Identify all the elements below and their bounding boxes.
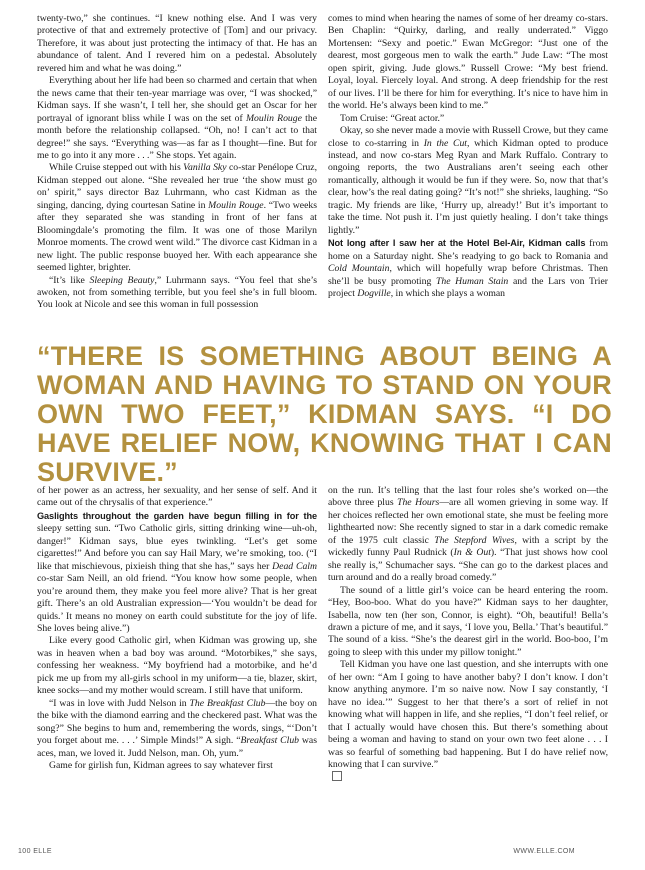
- section-lead-paragraph: Not long after I saw her at the Hotel Bel-Air, Kidman calls from home on a Saturday night. She’s readying to go back to Romania and Cold Mountain, which will hopefully wrap before Christmas. Then she’ll be busy promoting The Human Stain and the Lars von Trier project Dogville, in which she plays a woman: [328, 238, 608, 299]
- page-folio: 100 ELLE: [18, 848, 52, 855]
- paragraph: of her power as an actress, her sexuality, and her sense of self. And it came out of the chrysalis of that experience.”: [37, 485, 317, 509]
- pull-quote: “THERE IS SOMETHING ABOUT BEING A WOMAN AND HAVING TO STAND ON YOUR OWN TWO FEET,” KIDMAN SAYS. “I DO HAVE RELIEF NOW, KNOWING THAT I CAN SURVIVE.”: [37, 341, 612, 487]
- paragraph: Everything about her life had been so charmed and certain that when the news came that their ten-year marriage was over, “I was shocked,” Kidman says. If she wasn’t, I tell her, she should get an Oscar for her portrayal of ignorant bliss while I was on the set of Moulin Rouge the month before the relationship collapsed. “Oh, no! I can’t act to that degree!” she says. “Everything was—as far as I thought—fine. But for me to go into it any more . . .” She stops. Yet again.: [37, 75, 317, 161]
- section-lead-paragraph: Gaslights throughout the garden have begun filling in for the sleepy setting sun. “Two Catholic girls, sitting drinking wine—uh-oh, danger!” Kidman says, blue eyes twinkling. “Let’s get some cigarettes!” And before you can say Hail Mary, we’re smoking, too. (“I like that mischievous, pixieish thing that she has,” says her Dead Calm co-star Sam Neill, an old friend. “You know how some people, when you’re around them, they make you feel more alive? That is her great gift. There’s an old Australian expression—‘You wouldn’t be dead for quids.’ It means no money on earth could substitute for the joy of life. She loves being alive.”): [37, 510, 317, 634]
- paragraph: on the run. It’s telling that the last four roles she’s worked on—the above three plus The Hours—are all women grieving in some way. If her choices reflected her own emotional state, she must be feeling more lighthearted now: She recently signed to star in a dark comedic remake of the 1975 cult classic The Stepford Wives, with a script by the wickedly funny Paul Rudnick (In & Out). “That just shows how cool she really is,” Schumacher says. “She can go to the darkest places and turn around and do a really broad comedy.”: [328, 485, 608, 584]
- article-column-bottom-right: [328, 485, 608, 837]
- paragraph: Game for girlish fun, Kidman agrees to say whatever first: [49, 759, 273, 771]
- paragraph: Tom Cruise: “Great actor.”: [340, 112, 445, 124]
- article-column-top-right: [328, 13, 608, 345]
- paragraph: Okay, so she never made a movie with Russell Crowe, but they came close to co-starring in In the Cut, which Kidman opted to produce instead, and now co-stars Meg Ryan and Mark Ruffalo. Contrary to ongoing reports, the two Australians aren’t seeing each other romantically, although it would be fun if they were. So, now that that’s clear, how’s the real dating going? “It’s not!” she shrieks, laughing. “So tragic. My friends are like, ‘Hurry up, already!’ But it’s important to take the time. Not push it. I’m just quietly healing. I don’t take things lightly.”: [328, 125, 608, 236]
- paragraph: Tell Kidman you have one last question, and she interrupts with one of her own: “Am I going to have another baby? I don’t know. I don’t know anything anymore. I’m so naive now. Now I say constantly, ‘I have no idea.’” Suggest to her that there’s a sort of relief in not knowing what will happen in life, and she replies, “I don’t feel relief, or that I actually would have chosen this. But there’s something about being a woman and having to stand on your own two feet alone . . . I was so fearful of something bad happening. But I do have relief now, knowing that I can survive.”: [328, 659, 608, 770]
- end-of-article-mark: [332, 771, 342, 781]
- paragraph: Like every good Catholic girl, when Kidman was growing up, she was in heaven when a bad boy was around. “Motorbikes,” she says, confessing her weakness. “My boyfriend had a motorbike, and he’d pick me up from my all-girls school in my uniform—a tie, blazer, skirt, knee socks—and my mother would scream. I still have that uniform.: [37, 635, 317, 697]
- paragraph: “It’s like Sleeping Beauty,” Luhrmann says. “You feel that she’s awoken, not from something terrible, but you feel she’s in full bloom. You look at Nicole and see this woman in full possession: [37, 274, 317, 311]
- paragraph: comes to mind when hearing the names of some of her dreamy co-stars. Ben Chaplin: “Quirky, darling, and really underrated.” Viggo Mortensen: “Sexy and poetic.” Ewan McGregor: “Just one of the dearest, most gorgeous men to walk the earth.” Jude Law: “The most open spirit, giving. Jude glows.” Russell Crowe: “My best friend. Loyal, loyal. Fiercely loyal. And strong. A deep friendship for the rest of our lives. I’ll be there for him for everything. It’s nice to have him in the world. He’s always been kind to me.”: [328, 13, 608, 112]
- website-url: WWW.ELLE.COM: [513, 848, 575, 855]
- article-column-top-left: [37, 13, 317, 345]
- paragraph: twenty-two,” she continues. “I knew nothing else. And I was very protective of that and extremely protective of [Tom] and our privacy. Therefore, it was about just protecting the intimacy of that. He has an abundance of talent. And I revered him on a pedestal. Absolutely revered him and what he was doing.”: [37, 13, 317, 74]
- paragraph: The sound of a little girl’s voice can be heard entering the room. “Hey, Boo-boo. What do you have?” Kidman says to her daughter, Isabella, now ten (her son, Connor, is eight). “Oh, beautiful! Bella’s drawn a picture of me, and it says, ‘I love you, Bella.’ That’s beautiful.” The sound of a kiss. “She’s the dearest girl in the world. Boo-boo, I’m going to sleep with this under my pillow tonight.”: [328, 584, 608, 658]
- paragraph: While Cruise stepped out with his Vanilla Sky co-star Penélope Cruz, Kidman stepped out alone. “She revealed her true ‘the show must go on’ spirit,” says director Baz Luhrmann, who cast Kidman as the singing, dancing, dying courtesan Satine in Moulin Rouge. “Two weeks after they separated she was standing in front of her fans at Bloomingdale’s promoting the film. It was one of those Marilyn Monroe moments. The crowd went wild.” The divorce cast Kidman in a new light. The public response buoyed her. With each appearance she seemed lighter, brighter.: [37, 162, 317, 274]
- article-column-bottom-left: [37, 485, 317, 837]
- paragraph: “I was in love with Judd Nelson in The Breakfast Club—the boy on the bike with the diamond earring and the checkered past. What was the song?” She begins to hum and, remembering the words, sings, “‘Don’t you forget about me. . . .’ Simple Minds!” A sigh. “Breakfast Club was aces, man, we loved it. Judd Nelson, man. Oh, yum.”: [37, 697, 317, 759]
